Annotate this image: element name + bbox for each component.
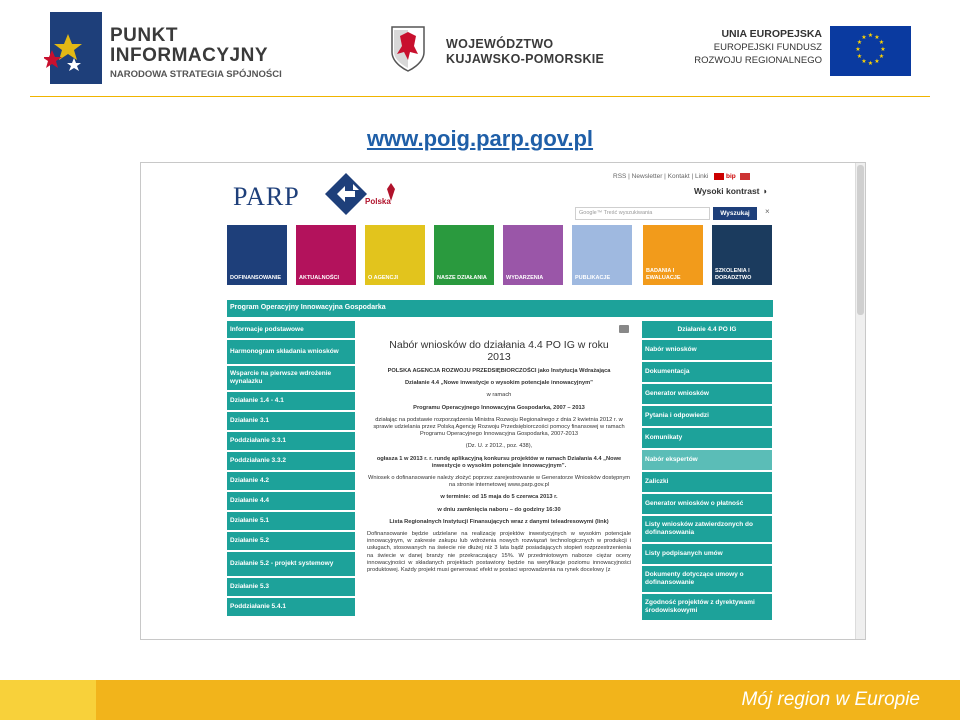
eu-logo (690, 26, 915, 76)
left-nav-item[interactable]: Działanie 4.4 (227, 492, 355, 510)
eu-line1: UNIA EUROPEJSKA (721, 28, 822, 40)
punkt-line3: NARODOWA STRATEGIA SPÓJNOŚCI (110, 69, 282, 80)
left-nav-item[interactable]: Działanie 4.2 (227, 472, 355, 490)
right-nav-item[interactable]: Listy wniosków zatwierdzonych do dofinansowania (642, 516, 772, 542)
scroll-thumb[interactable] (857, 165, 864, 315)
tile-nasze-dzialania[interactable] (434, 225, 494, 285)
right-nav-item[interactable]: Komunikaty (642, 428, 772, 448)
article-p12: Dofinansowanie będzie udzielane na realizację projektów inwestycyjnych w wysokim potencjale innowacyjnym, w zakresie zakupu lub wdrożenia nowych rozwiązań technologicznych w produkcji i usługach, stosowanych na świecie nie dłużej niż 3 lata bądź posiadających stopień rozprzestrzenienia na świecie w danej branży nie przekraczający 15%. W przedmiotowym naborze ciężar oceny innowacyjności w składanych projektach postawiony będzie na weryfikacje poziomu innowacyjności produktowej. Każdy projekt musi generować efekt w postaci wprowadzenia na rynek docelowy (z (367, 531, 631, 574)
search-input[interactable]: Google™ Treść wyszukiwania (575, 207, 710, 220)
parp-logo-text: PARP (233, 182, 300, 211)
left-nav-item[interactable]: Informacje podstawowe (227, 321, 355, 338)
eu-line2: EUROPEJSKI FUNDUSZ (713, 42, 822, 53)
left-nav-item[interactable]: Wsparcie na pierwsze wdrożenie wynalazku (227, 366, 355, 390)
left-nav-item[interactable]: Działanie 1.4 - 4.1 (227, 392, 355, 410)
svg-text:★: ★ (867, 60, 874, 67)
contrast-icon: ◑ (761, 186, 768, 196)
polska-logo (365, 183, 413, 213)
flag-uk-icon[interactable] (740, 173, 750, 180)
top-links[interactable] (613, 173, 750, 180)
right-nav-item[interactable]: Generator wniosków o płatność (642, 494, 772, 514)
parp-logo[interactable] (233, 175, 337, 215)
right-nav-item[interactable]: Dokumentacja (642, 362, 772, 382)
svg-text:★: ★ (867, 32, 874, 39)
footer-accent (0, 680, 96, 720)
left-nav-item[interactable]: Poddziałanie 5.4.1 (227, 598, 355, 616)
top-links-text[interactable]: RSS | Newsletter | Kontakt | Linki (613, 173, 709, 181)
bip-link[interactable]: bip (726, 173, 736, 181)
right-nav-header[interactable]: Działanie 4.4 PO IG (642, 321, 772, 338)
high-contrast-toggle[interactable] (694, 186, 767, 196)
punkt-line2: INFORMACYJNY (110, 45, 269, 66)
right-nav-item-active[interactable]: Nabór ekspertów (642, 450, 772, 470)
tile-label: O AGENCJI (368, 275, 399, 281)
region-line2: KUJAWSKO-POMORSKIE (446, 52, 605, 66)
left-nav-item[interactable]: Harmonogram składania wniosków (227, 340, 355, 364)
search-button[interactable]: Wyszukaj (713, 207, 757, 220)
tile-label: DOFINANSOWANIE (230, 275, 282, 281)
svg-text:★: ★ (861, 34, 867, 41)
right-nav-item[interactable]: Listy podpisanych umów (642, 544, 772, 564)
scrollbar[interactable] (855, 163, 865, 640)
article-p5: działając na podstawie rozporządzenia Ministra Rozwoju Regionalnego z dnia 2 kwietnia 2012 r. w sprawie udzielania przez Polską Agencję Rozwoju Przedsiębiorczości pomocy finansowej w ramach Programu Operacyjnego Innowacyjna Gospodarka, 2007-2013 (373, 416, 625, 438)
article-p3: w ramach (486, 392, 512, 399)
contrast-label[interactable]: Wysoki kontrast (694, 186, 760, 196)
website-screenshot (140, 162, 866, 640)
region-crest-icon (384, 24, 432, 74)
tile-aktualnosci[interactable] (296, 225, 356, 285)
close-icon[interactable]: × (765, 207, 770, 216)
left-nav-item[interactable]: Działanie 5.2 - projekt systemowy (227, 552, 355, 576)
tile-wydarzenia[interactable] (503, 225, 563, 285)
article-p4: Programu Operacyjnego Innowacyjna Gospodarka, 2007 – 2013 (413, 404, 585, 411)
header (0, 0, 960, 96)
eu-flag-icon (830, 26, 911, 76)
svg-text:★: ★ (880, 46, 886, 53)
tile-label: SZKOLENIA I DORADZTWO (715, 268, 752, 281)
article-p11[interactable]: Lista Regionalnych Instytucji Finansujących wraz z danymi teleadresowymi (link) (389, 518, 609, 525)
tile-label: PUBLIKACJE (575, 275, 611, 281)
left-nav-item[interactable]: Działanie 5.3 (227, 578, 355, 596)
article-p6: (Dz. U. z 2012., poz. 438), (465, 443, 533, 450)
footer (0, 680, 960, 720)
punkt-informacyjny-logo (44, 12, 324, 84)
left-nav-item[interactable]: Poddziałanie 3.3.1 (227, 432, 355, 450)
footer-slogan: Mój region w Europie (741, 689, 920, 710)
article-p10: w dniu zamknięcia naboru – do godziny 16:30 (437, 506, 561, 513)
tile-publikacje[interactable] (572, 225, 632, 285)
tile-badania[interactable] (643, 225, 703, 285)
svg-text:★: ★ (878, 53, 885, 60)
main-menu-tiles (227, 225, 773, 285)
nss-star-logo-icon (44, 12, 102, 84)
tile-szkolenia[interactable] (712, 225, 772, 285)
left-nav (227, 321, 355, 618)
svg-text:★: ★ (874, 58, 880, 65)
article-p8: Wniosek o dofinansowanie należy złożyć poprzez zarejestrowanie w Generatorze Wniosków dostępnym na stronie internetowej www.parp.gov.pl (367, 475, 631, 489)
article-p2: Działanie 4.4 „Nowe inwestycje o wysokim potencjale innowacyjnym” (404, 380, 594, 387)
punkt-line1: PUNKT (110, 25, 178, 46)
svg-text:★: ★ (861, 58, 867, 65)
polska-text: Polska (365, 197, 391, 206)
eu-line3: ROZWOJU REGIONALNEGO (694, 55, 822, 66)
site-url-link[interactable]: www.poig.parp.gov.pl (366, 126, 594, 151)
left-nav-item[interactable]: Działanie 5.2 (227, 532, 355, 550)
tile-label: NASZE DZIAŁANIA (437, 275, 487, 281)
right-nav (642, 321, 772, 622)
section-bar: Program Operacyjny Innowacyjna Gospodarka (227, 300, 773, 317)
left-nav-item[interactable]: Działanie 5.1 (227, 512, 355, 530)
tile-label: BADANIA I EWALUACJE (646, 268, 681, 281)
region-line1: WOJEWÓDZTWO (446, 37, 554, 51)
article-p1: POLSKA AGENCJA ROZWOJU PRZEDSIĘBIORCZOŚCI jako Instytucja Wdrażająca (387, 368, 611, 374)
right-nav-item[interactable]: Generator wniosków (642, 384, 772, 404)
svg-text:★: ★ (856, 53, 863, 60)
print-icon[interactable] (619, 325, 629, 333)
tile-label: WYDARZENIA (506, 275, 544, 281)
svg-text:★: ★ (855, 46, 861, 53)
right-nav-item[interactable]: Zaliczki (642, 472, 772, 492)
svg-text:★: ★ (856, 39, 863, 46)
svg-text:★: ★ (874, 34, 880, 41)
tile-label: AKTUALNOŚCI (299, 275, 340, 281)
kujawsko-pomorskie-logo (384, 24, 644, 74)
right-nav-item[interactable]: Pytania i odpowiedzi (642, 406, 772, 426)
right-nav-item[interactable]: Dokumenty dotyczące umowy o dofinansowanie (642, 566, 772, 592)
article-p9: w terminie: od 15 maja do 5 czerwca 2013 r. (440, 494, 558, 501)
tile-dofinansowanie[interactable] (227, 225, 287, 285)
parp-arrows-icon (323, 171, 369, 217)
left-nav-item[interactable]: Działanie 3.1 (227, 412, 355, 430)
article (363, 325, 635, 640)
right-nav-item[interactable]: Nabór wniosków (642, 340, 772, 360)
right-nav-item[interactable]: Zgodność projektów z dyrektywami środowiskowymi (642, 594, 772, 620)
left-nav-item[interactable]: Poddziałanie 3.3.2 (227, 452, 355, 470)
article-p7: ogłasza 1 w 2013 r. r. rundę aplikacyjną konkursu projektów w ramach Działania 4.4 „Nowe inwestycje o wysokim potencjale innowacyjnym”. (376, 455, 622, 469)
youtube-icon[interactable] (714, 173, 724, 180)
url-caption (0, 126, 960, 152)
svg-text:★: ★ (878, 39, 885, 46)
tile-o-agencji[interactable] (365, 225, 425, 285)
article-title: Nabór wniosków do działania 4.4 PO IG w roku 2013 (389, 339, 609, 363)
header-divider (30, 96, 930, 97)
